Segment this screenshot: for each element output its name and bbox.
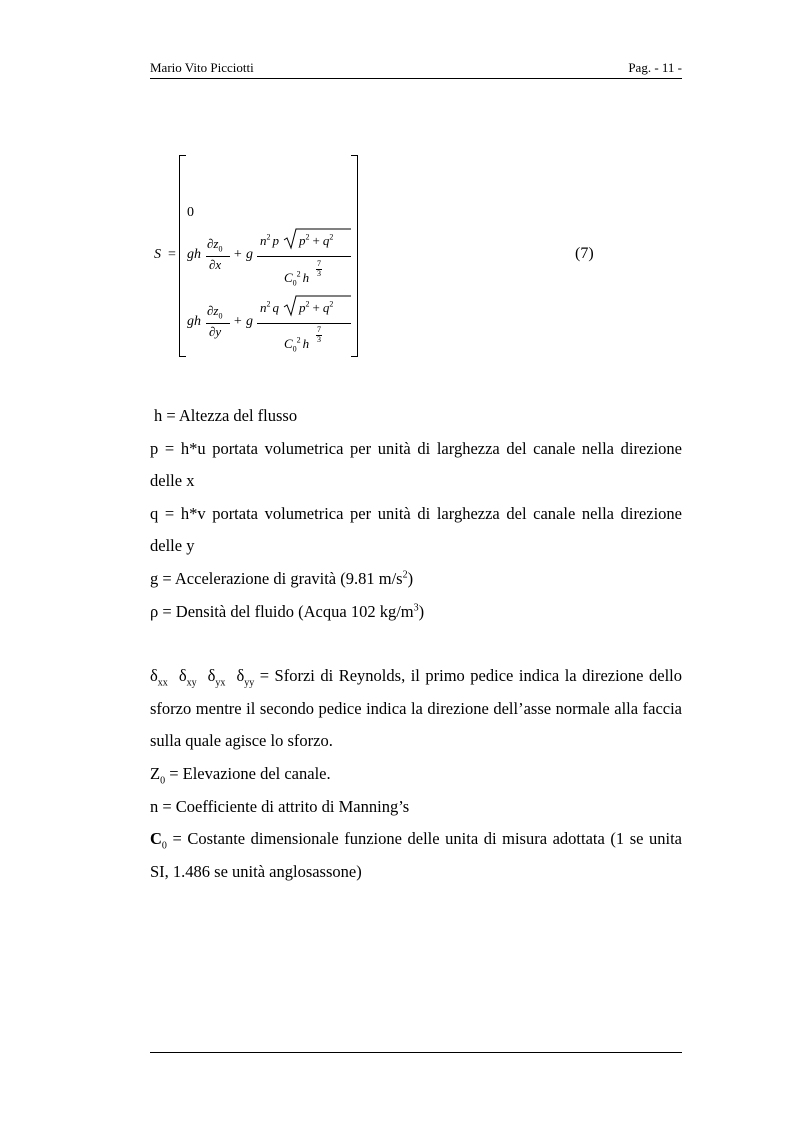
- footer-divider: [150, 1052, 682, 1053]
- row3-num: $n^2$ q: [260, 299, 279, 315]
- eq-lhs-s: S: [154, 247, 161, 262]
- header-page-number: Pag. - 11 -: [628, 60, 682, 75]
- row2-gh: gh: [187, 247, 201, 262]
- definitions-block: [150, 400, 682, 888]
- def-z0: $Z_0$ = Elevazione del canale.: [150, 763, 331, 787]
- matrix-left-bracket: [179, 155, 186, 357]
- equation-7: [150, 150, 682, 360]
- row2-denominator: $C_0^2$ h: [284, 269, 310, 288]
- row3-h-exp-num: 7: [317, 325, 321, 334]
- row2-fraction-bar: [257, 256, 351, 257]
- def-rho: ρ = Densità del fluido (Acqua 102 $kg/m^3$): [150, 601, 425, 621]
- def-h: h = Altezza del flusso: [154, 406, 298, 425]
- row2-radicand: $p^2 + q^2$: [299, 232, 334, 248]
- def-reynolds: $\delta_{xx}$ $\delta_{xy}$ $\delta_{yx}$ $\delta_{yy}$ = Sforzi di Reynolds, il primo pedice indica la direzione dello sforzo mentre il secondo pedice indica la direzione dell’asse normale alla faccia sulla quale agisce lo sforzo.: [150, 666, 683, 751]
- def-q: q = h*v portata volumetrica per unità di larghezza del canale nella direzione delle y: [150, 503, 682, 556]
- def-g: g = Accelerazione di gravità (9.81 $m/s^2$): [150, 568, 414, 588]
- row2-h-exp-num: 7: [317, 259, 321, 268]
- row3-h-exp-den: 3: [317, 335, 321, 344]
- row3-dz0: $\partial z_0$: [207, 303, 223, 321]
- matrix-row-1: 0: [187, 205, 194, 220]
- row3-radicand: $p^2 + q^2$: [299, 299, 334, 315]
- def-c0: $C_0$ = Costante dimensionale funzione delle unita di misura adottata (1 se unita SI, 1.486 se unità anglosassone): [150, 829, 683, 881]
- eq-equals: =: [168, 247, 176, 262]
- def-n: n = Coefficiente di attrito di Manning’s: [150, 796, 410, 816]
- row2-dz0: $\partial z_0$: [207, 236, 223, 254]
- header-divider: [150, 78, 682, 79]
- row3-denominator: $C_0^2$ h: [284, 335, 310, 354]
- row2-h-exp-den: 3: [317, 269, 321, 278]
- row3-fraction-bar: [257, 323, 351, 324]
- row3-gh: gh: [187, 314, 201, 329]
- row2-plus-g: + g: [233, 247, 253, 262]
- page-header: [150, 60, 682, 78]
- def-p: p = h*u portata volumetrica per unità di larghezza del canale nella direzione delle x: [150, 438, 682, 491]
- header-author: Mario Vito Picciotti: [150, 60, 254, 75]
- matrix-right-bracket: [351, 155, 358, 357]
- row3-plus-g: + g: [233, 314, 253, 329]
- equation-number: (7): [575, 245, 594, 262]
- row3-dy: ∂y: [209, 324, 222, 339]
- row2-dx: ∂x: [209, 257, 222, 272]
- row2-num: $n^2$ p: [260, 232, 279, 248]
